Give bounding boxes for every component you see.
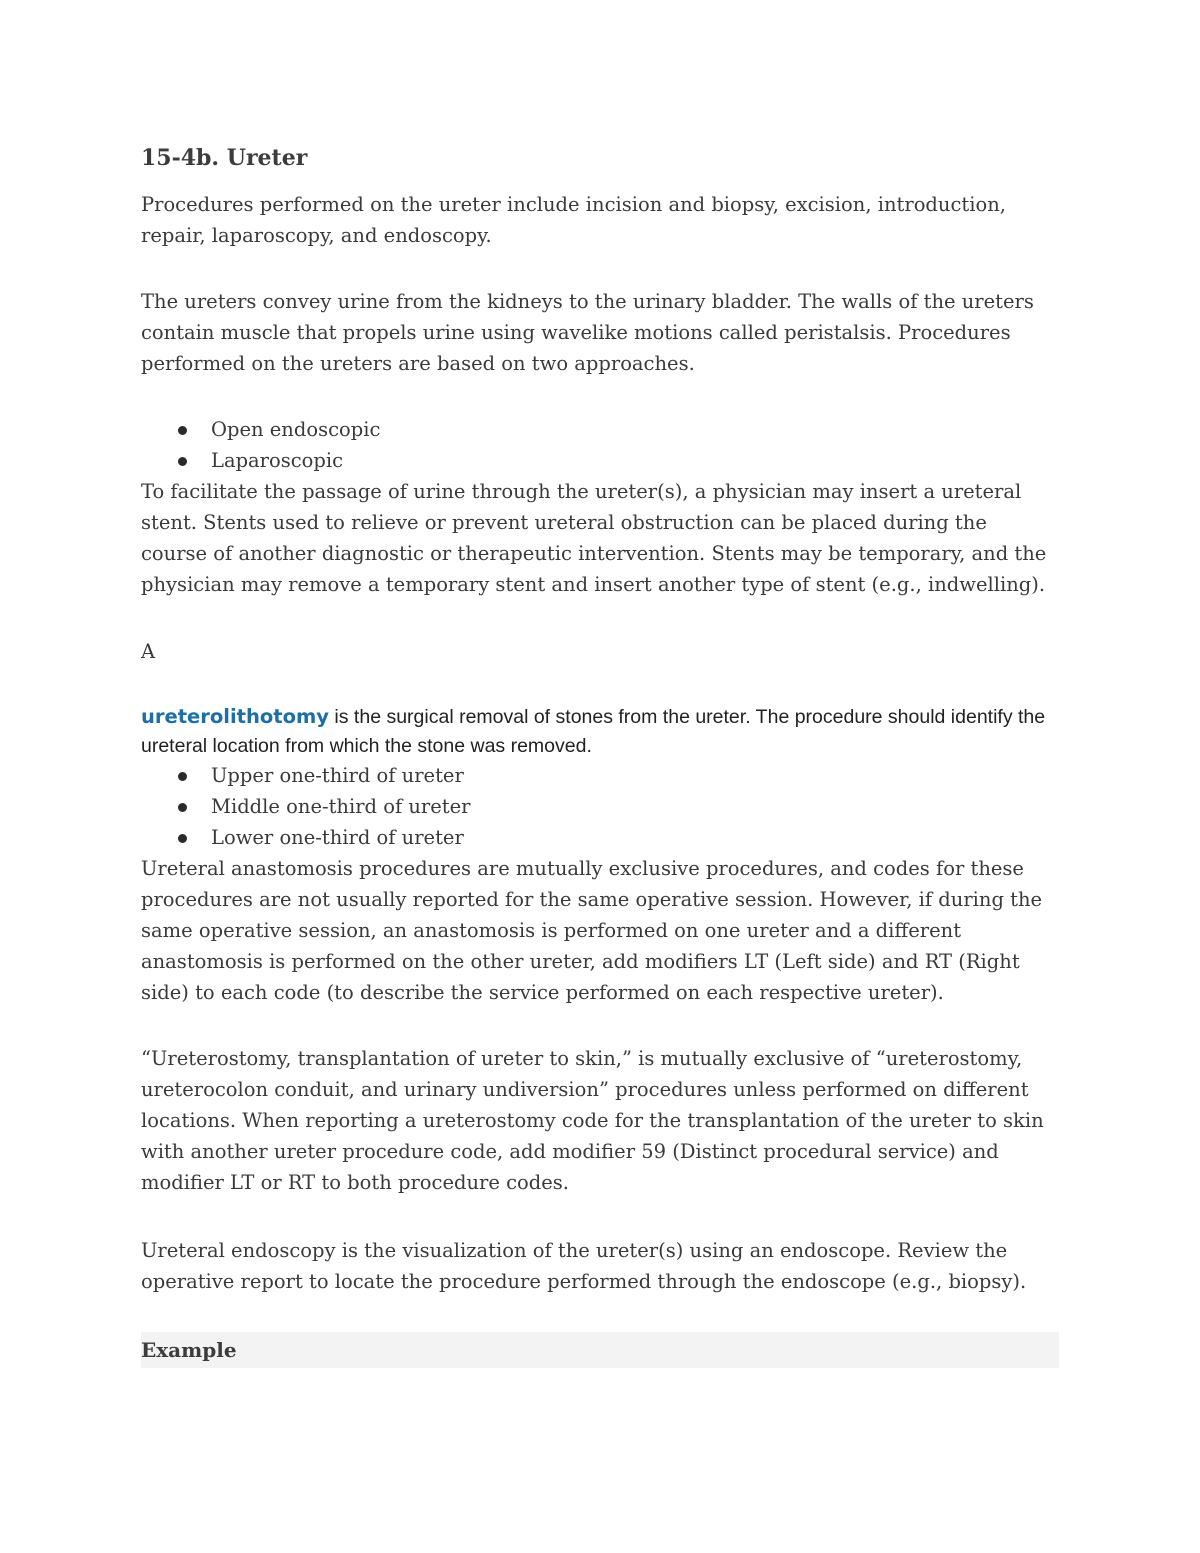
approaches-list bbox=[141, 414, 1059, 476]
bullet-icon bbox=[178, 772, 187, 781]
example-heading: Example bbox=[141, 1338, 237, 1362]
ureterostomy-paragraph: “Ureterostomy, transplantation of ureter to skin,” is mutually exclusive of “ureterostomy, ureterocolon conduit, and urinary undiversion” procedures unless performed on different locations. When reporting a ureterostomy code for the transplantation of the ureter to skin with another ureter procedure code, add modifier 59 (Distinct procedural service) and modifier LT or RT to both procedure codes. bbox=[141, 1047, 1044, 1194]
anatomy-paragraph: The ureters convey urine from the kidneys to the urinary bladder. The walls of the ureters contain muscle that propels urine using wavelike motions called peristalsis. Procedures performed on the ureters are based on two approaches. bbox=[141, 290, 1034, 375]
stent-paragraph: To facilitate the passage of urine through the ureter(s), a physician may insert a ureteral stent. Stents used to relieve or prevent ureteral obstruction can be placed during the course of another diagnostic or therapeutic intervention. Stents may be temporary, and the physician may remove a temporary stent and insert another type of stent (e.g., indwelling). bbox=[141, 480, 1047, 596]
anastomosis-paragraph: Ureteral anastomosis procedures are mutually exclusive procedures, and codes for these procedures are not usually reported for the same operative session. However, if during the same operative session, an anastomosis is performed on one ureter and a different anastomosis is performed on the other ureter, add modifiers LT (Left side) and RT (Right side) to each code (to describe the service performed on each respective ureter). bbox=[141, 857, 1043, 1004]
list-item-label: Middle one-third of ureter bbox=[211, 795, 471, 818]
bullet-icon bbox=[178, 457, 187, 466]
list-item-label: Upper one-third of ureter bbox=[211, 764, 464, 787]
locations-list bbox=[141, 760, 1059, 853]
bullet-icon bbox=[178, 803, 187, 812]
intro-paragraph: Procedures performed on the ureter include incision and biopsy, excision, introduction, repair, laparoscopy, and endoscopy. bbox=[141, 193, 1006, 247]
list-item bbox=[141, 445, 1059, 476]
example-band bbox=[141, 1332, 1059, 1368]
list-item bbox=[141, 760, 1059, 791]
list-item-label: Laparoscopic bbox=[211, 449, 344, 472]
ureterolithotomy-paragraph bbox=[141, 702, 1059, 761]
section-heading: 15-4b. Ureter bbox=[141, 145, 308, 171]
list-item bbox=[141, 414, 1059, 445]
list-item-label: Lower one-third of ureter bbox=[211, 826, 464, 849]
list-item-label: Open endoscopic bbox=[211, 418, 381, 441]
letter-marker: A bbox=[141, 640, 156, 663]
endoscopy-paragraph: Ureteral endoscopy is the visualization of the ureter(s) using an endoscope. Review the operative report to locate the procedure performed through the endoscope (e.g., biopsy). bbox=[141, 1239, 1027, 1293]
bullet-icon bbox=[178, 834, 187, 843]
glossary-term-link[interactable]: ureterolithotomy bbox=[141, 705, 330, 728]
list-item bbox=[141, 791, 1059, 822]
list-item bbox=[141, 822, 1059, 853]
bullet-icon bbox=[178, 426, 187, 435]
term-definition: is the surgical removal of stones from the ureter. The procedure should identify the ureteral location from which the stone was removed. bbox=[141, 706, 1046, 757]
